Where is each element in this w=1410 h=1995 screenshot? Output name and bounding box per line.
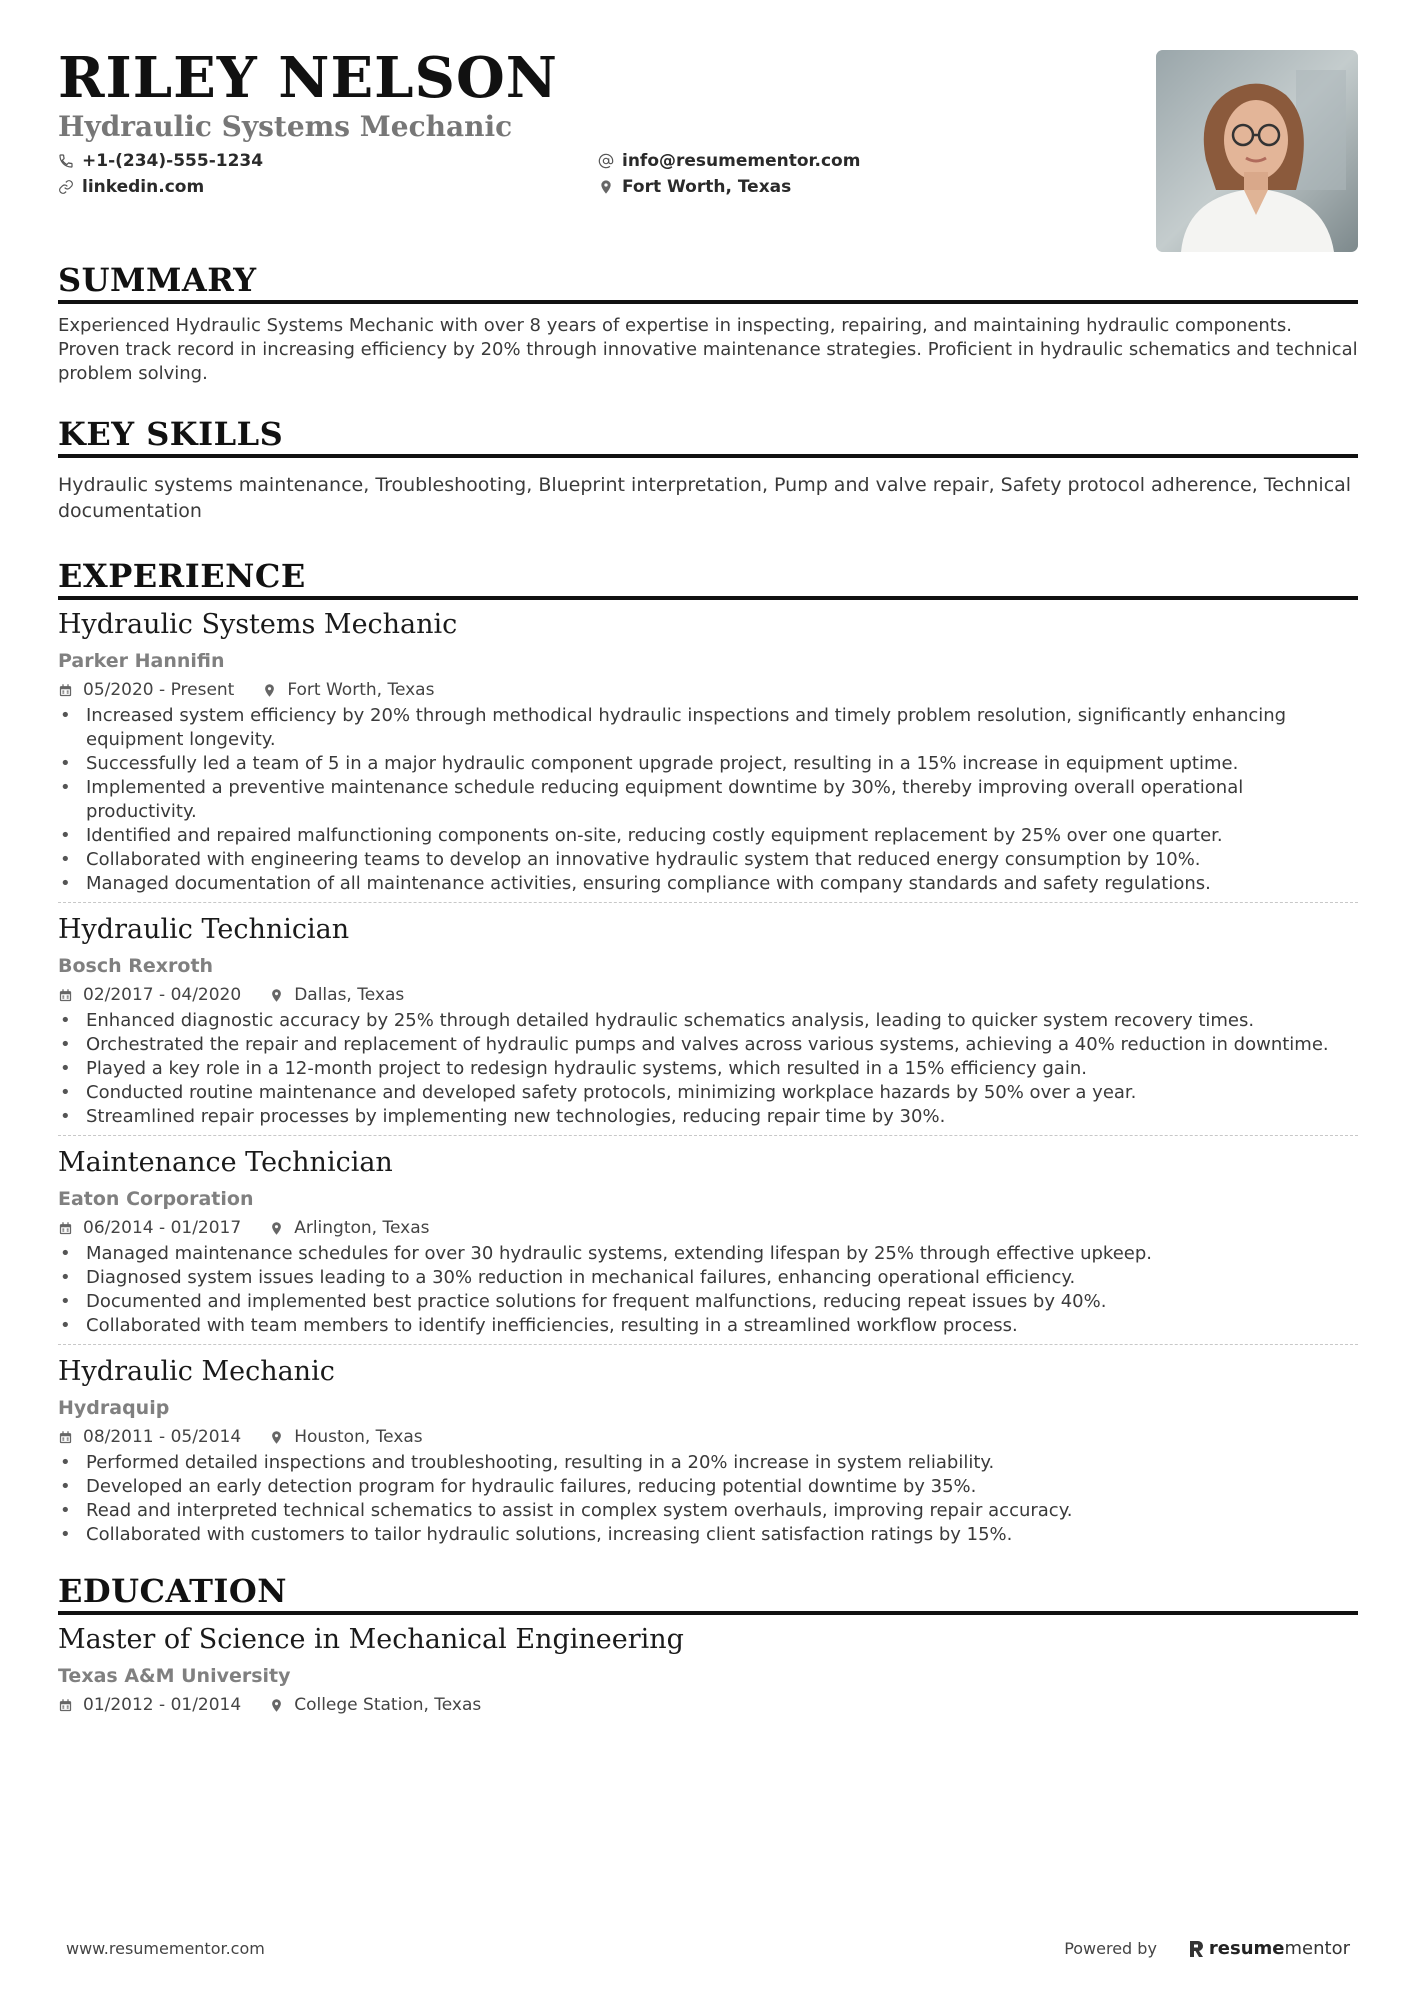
school-name: Texas A&M University [58,1665,291,1687]
contact-phone[interactable] [58,151,598,171]
candidate-headline: Hydraulic Systems Mechanic [58,110,513,143]
job-dates: 05/2020 - Present [83,680,235,700]
profile-photo [1156,50,1358,252]
job-meta [58,1425,1358,1449]
calendar-icon [58,1698,73,1713]
job-entry [58,1146,1358,1345]
bullet-item: • Managed maintenance schedules for over 30 hydraulic systems, extending lifespan by 25% through effective upkeep. [58,1242,1358,1266]
bullet-item: • Played a key role in a 12-month project to redesign hydraulic systems, which resulted in a 15% efficiency gain. [58,1057,1358,1081]
job-title: Maintenance Technician [58,1147,393,1178]
calendar-icon [58,988,73,1003]
bullet-item: • Developed an early detection program for hydraulic failures, reducing potential downtime by 35%. [58,1475,1358,1499]
resume-page [58,45,1358,1717]
bullet-item: • Performed detailed inspections and troubleshooting, resulting in a 20% increase in system reliability. [58,1451,1358,1475]
person-portrait-icon [1156,50,1358,252]
bullet-item: • Read and interpreted technical schematics to assist in complex system overhauls, improving repair accuracy. [58,1499,1358,1523]
summary-text: Experienced Hydraulic Systems Mechanic with over 8 years of expertise in inspecting, repairing, and maintaining hydraulic components. Proven track record in increasing efficiency by 20% through innovative maintenance strategies. Proficient in hydraulic schematics and technical problem solving. [58,315,1358,384]
job-bullets [58,1009,1358,1129]
job-location: Houston, Texas [294,1427,423,1447]
brand-logo[interactable] [1187,1938,1350,1959]
job-entry [58,913,1358,1136]
job-meta [58,678,1358,702]
job-dates: 08/2011 - 05/2014 [83,1427,242,1447]
experience-heading: EXPERIENCE [58,556,1358,600]
job-title: Hydraulic Systems Mechanic [58,609,458,640]
bullet-item: • Collaborated with engineering teams to develop an innovative hydraulic system that reduced energy consumption by 10%. [58,848,1358,872]
location-pin-icon [598,179,614,195]
brand-name-bold: resume [1208,1938,1285,1959]
bullet-item: • Enhanced diagnostic accuracy by 25% through detailed hydraulic schematics analysis, leading to quicker system recovery times. [58,1009,1358,1033]
location-text: Fort Worth, Texas [622,177,792,197]
bullet-item: • Conducted routine maintenance and developed safety protocols, minimizing workplace hazards by 50% over a year. [58,1081,1358,1105]
bullet-item: • Successfully led a team of 5 in a major hydraulic component upgrade project, resulting in a 15% increase in equipment uptime. [58,752,1358,776]
job-company: Hydraquip [58,1397,170,1419]
job-location: Arlington, Texas [294,1218,430,1238]
location-pin-icon [262,683,277,698]
location-pin-icon [269,1430,284,1445]
job-company: Parker Hannifin [58,650,225,672]
experience-section [58,556,1358,1553]
skills-text: Hydraulic systems maintenance, Troubleshooting, Blueprint interpretation, Pump and valve repair, Safety protocol adherence, Technical documentation [58,474,1352,522]
job-entry [58,1355,1358,1553]
job-entry [58,608,1358,903]
summary-section [58,260,1358,386]
job-company: Bosch Rexroth [58,955,214,977]
education-location: College Station, Texas [294,1695,482,1715]
candidate-name: RILEY NELSON [58,45,558,111]
footer-website-link[interactable]: www.resumementor.com [66,1939,265,1958]
bullet-item: • Documented and implemented best practice solutions for frequent malfunctions, reducing repeat issues by 40%. [58,1290,1358,1314]
bullet-item: • Implemented a preventive maintenance schedule reducing equipment downtime by 30%, thereby improving overall operational productivity. [58,776,1358,824]
contact-email[interactable] [598,151,860,171]
job-title: Hydraulic Mechanic [58,1356,335,1387]
brand-name-rest: mentor [1284,1938,1350,1959]
location-pin-icon [269,1698,284,1713]
job-bullets [58,704,1358,896]
job-bullets [58,1451,1358,1547]
powered-by [1064,1938,1350,1959]
bullet-item: • Identified and repaired malfunctioning components on-site, reducing costly equipment replacement by 25% over one quarter. [58,824,1358,848]
resume-header [58,45,1358,260]
job-location: Fort Worth, Texas [287,680,435,700]
job-dates: 06/2014 - 01/2017 [83,1218,242,1238]
bullet-item: • Collaborated with team members to identify inefficiencies, resulting in a streamlined workflow process. [58,1314,1358,1338]
education-heading: EDUCATION [58,1571,1358,1615]
job-meta [58,1216,1358,1240]
job-company: Eaton Corporation [58,1188,254,1210]
job-dates: 02/2017 - 04/2020 [83,985,242,1005]
skills-section [58,414,1358,524]
bullet-item: • Increased system efficiency by 20% through methodical hydraulic inspections and timely problem resolution, significantly enhancing equipment longevity. [58,704,1358,752]
bullet-item: • Orchestrated the repair and replacement of hydraulic pumps and valves across various systems, achieving a 40% reduction in downtime. [58,1033,1358,1057]
powered-by-label: Powered by [1064,1939,1157,1958]
job-meta [58,983,1358,1007]
job-title: Hydraulic Technician [58,914,350,945]
job-bullets [58,1242,1358,1338]
calendar-icon [58,683,73,698]
degree-title: Master of Science in Mechanical Engineering [58,1624,684,1655]
calendar-icon [58,1430,73,1445]
bullet-item: • Streamlined repair processes by implementing new technologies, reducing repair time by 30%. [58,1105,1358,1129]
bullet-item: • Managed documentation of all maintenance activities, ensuring compliance with company standards and safety regulations. [58,872,1358,896]
linkedin-text: linkedin.com [82,177,205,197]
summary-heading: SUMMARY [58,260,1358,304]
education-dates: 01/2012 - 01/2014 [83,1695,242,1715]
phone-text: +1-(234)-555-1234 [82,151,264,171]
email-text: info@resumementor.com [622,151,861,171]
bullet-item: • Collaborated with customers to tailor hydraulic solutions, increasing client satisfaction ratings by 15%. [58,1523,1358,1547]
education-section [58,1571,1358,1717]
location-pin-icon [269,988,284,1003]
at-icon [598,153,614,169]
contact-location [598,177,791,197]
skills-heading: KEY SKILLS [58,414,1358,458]
phone-icon [58,153,74,169]
job-location: Dallas, Texas [294,985,405,1005]
link-icon [58,179,74,195]
location-pin-icon [269,1221,284,1236]
education-meta [58,1693,1358,1717]
contact-info [58,148,1058,200]
calendar-icon [58,1221,73,1236]
page-footer [66,1938,1350,1959]
bullet-item: • Diagnosed system issues leading to a 30% reduction in mechanical failures, enhancing operational efficiency. [58,1266,1358,1290]
contact-linkedin[interactable] [58,177,598,197]
brand-mark-icon [1187,1939,1205,1959]
